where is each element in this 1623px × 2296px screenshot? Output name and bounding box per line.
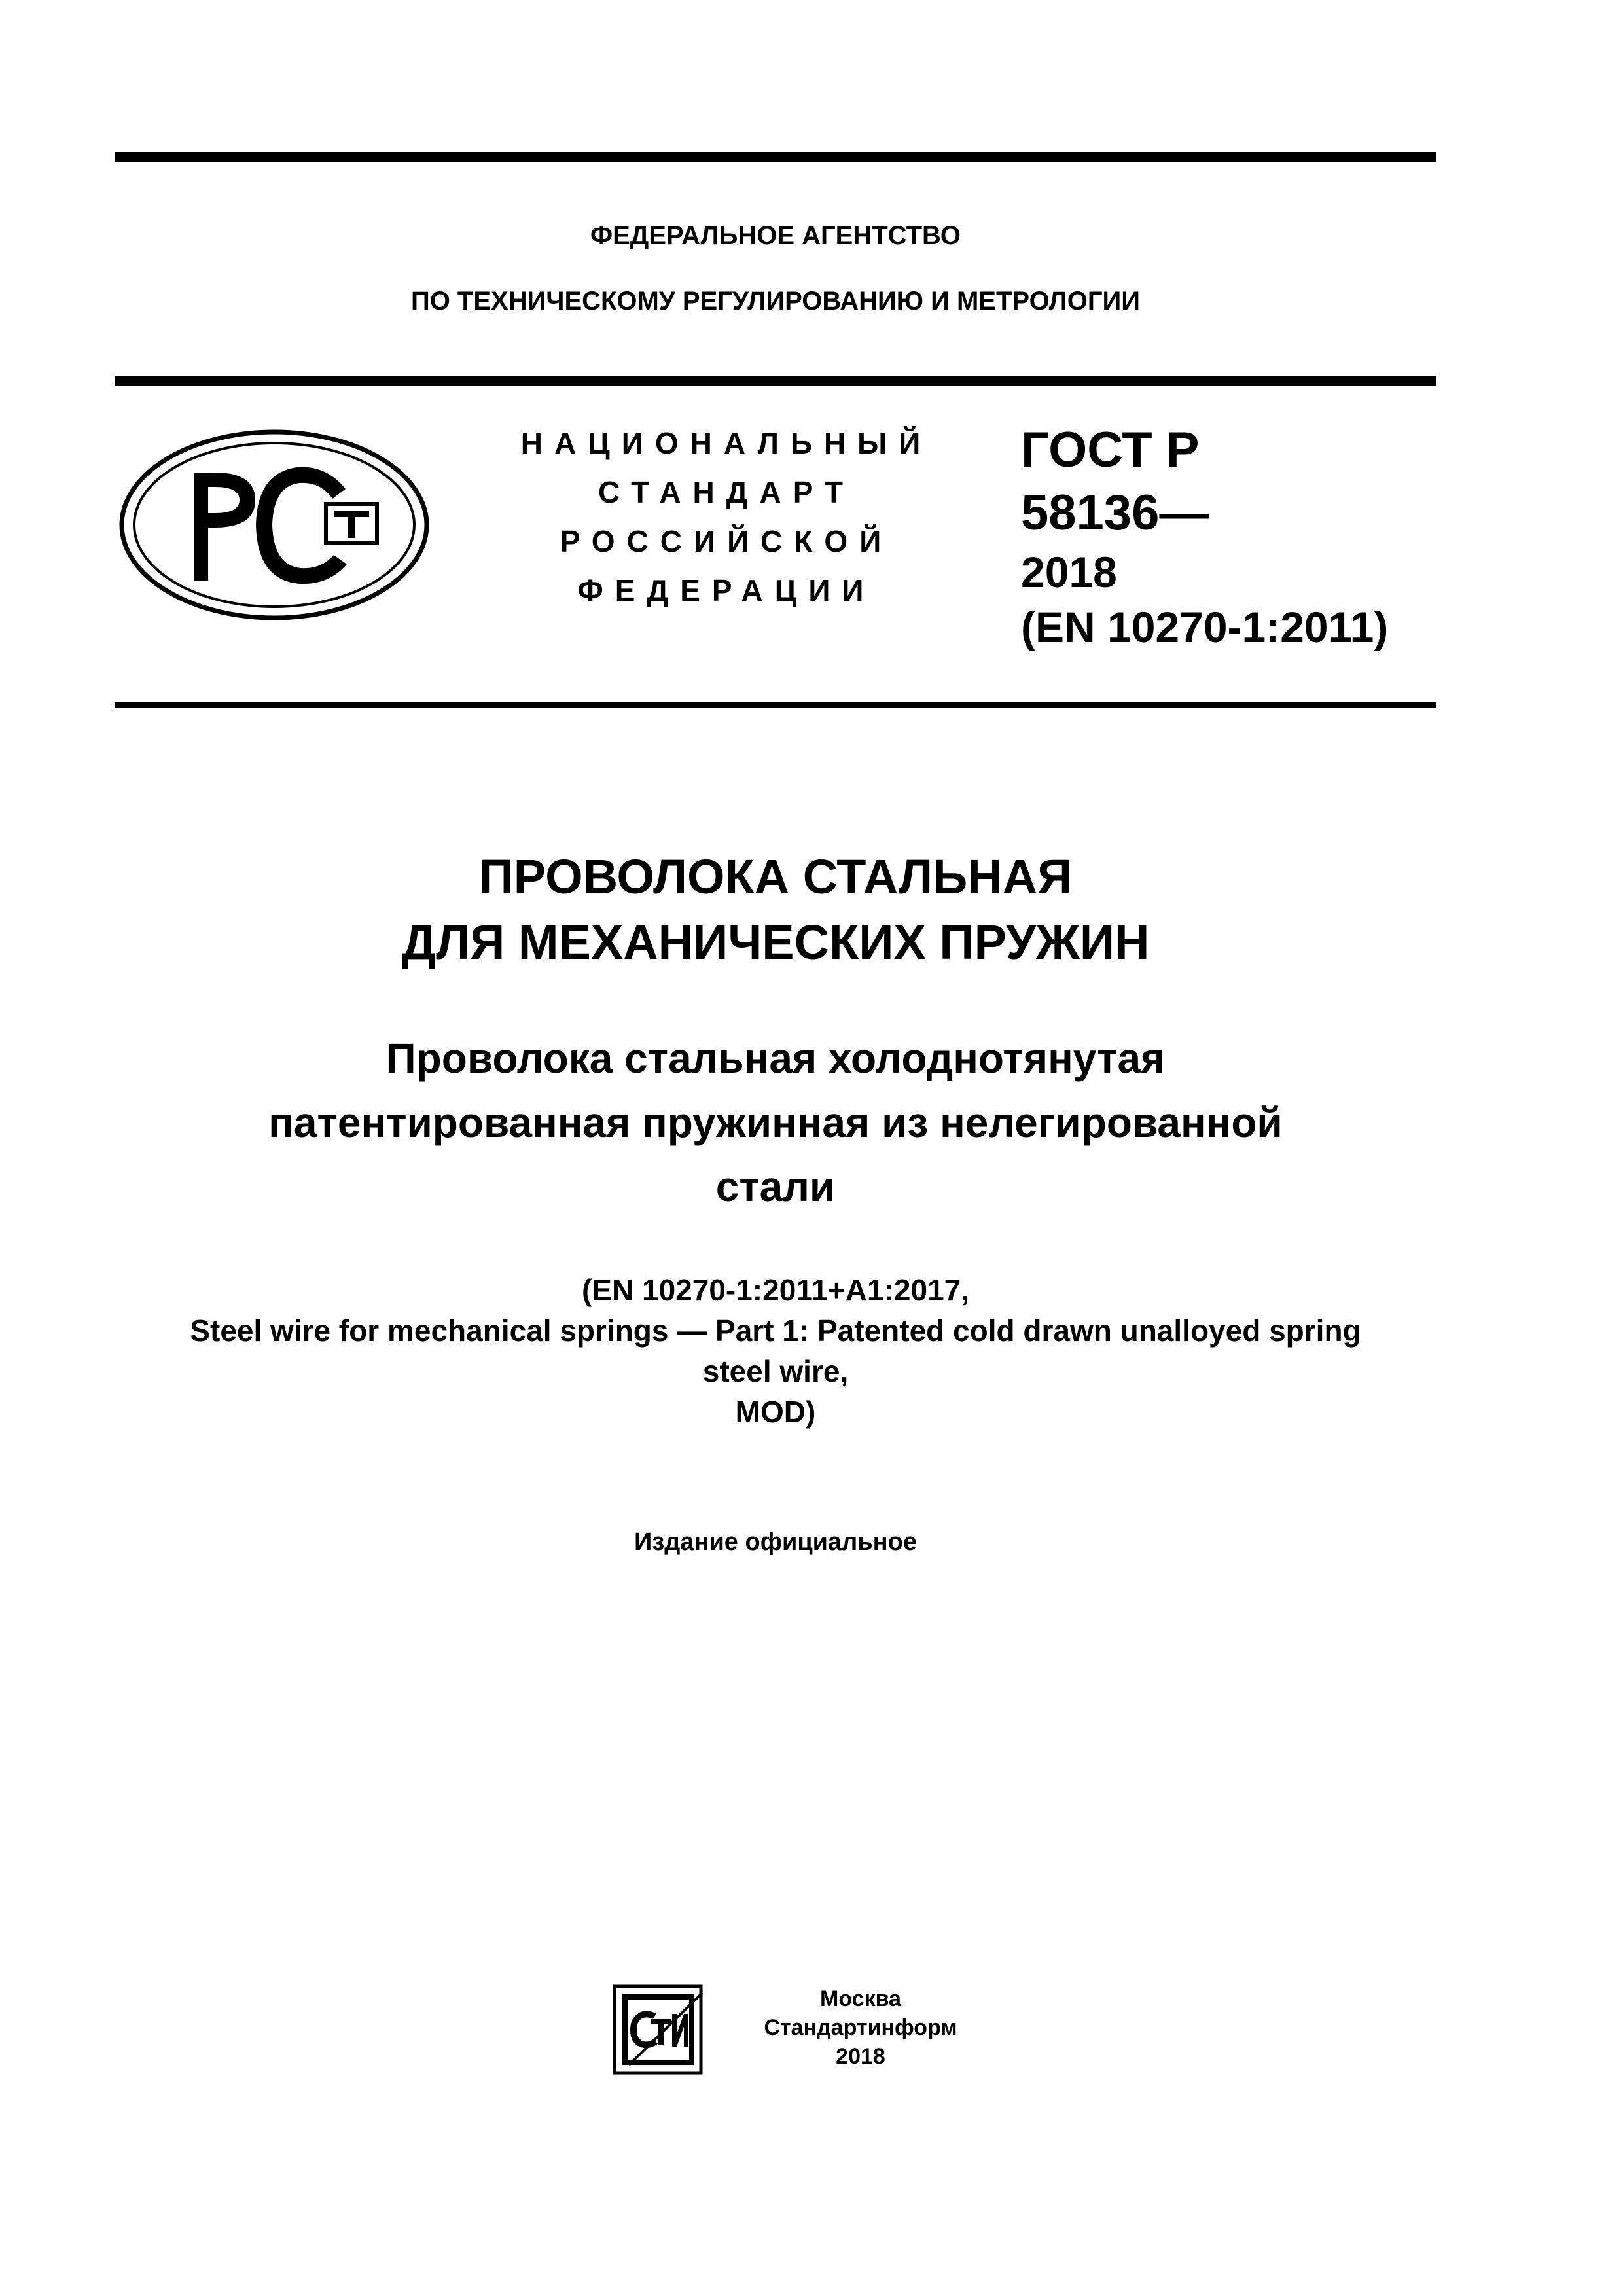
publisher-name: Стандартинформ bbox=[764, 2015, 957, 2040]
document-subtitle-line-3: стали bbox=[715, 1163, 836, 1210]
middle-rule bbox=[115, 376, 1436, 386]
en-standard-reference bbox=[0, 1270, 1551, 1432]
agency-name-line-2: ПО ТЕХНИЧЕСКОМУ РЕГУЛИРОВАНИЮ И МЕТРОЛОГИИ bbox=[410, 287, 1141, 315]
en-reference-line-1: (EN 10270-1:2011+A1:2017, bbox=[581, 1273, 970, 1307]
national-standard-label bbox=[504, 419, 949, 615]
lower-rule bbox=[115, 702, 1436, 708]
standard-designation bbox=[1021, 419, 1440, 655]
en-reference-line-2: Steel wire for mechanical springs — Part 1: Patented cold drawn unalloyed spring bbox=[190, 1314, 1361, 1348]
designation-en-reference: (EN 10270-1:2011) bbox=[1021, 603, 1389, 651]
publisher-city: Москва bbox=[820, 1986, 901, 2011]
document-subtitle bbox=[0, 1026, 1551, 1219]
agency-name-line-1: ФЕДЕРАЛЬНОЕ АГЕНТСТВО bbox=[590, 221, 961, 250]
designation-year: 2018 bbox=[1021, 548, 1117, 596]
designation-number: 58136— bbox=[1021, 485, 1209, 541]
standartinform-logo-icon bbox=[611, 1980, 709, 2078]
publisher-year: 2018 bbox=[836, 2044, 885, 2069]
publisher-info bbox=[730, 1984, 991, 2071]
national-standard-line-3: РОССИЙСКОЙ bbox=[560, 524, 893, 558]
document-subtitle-line-1: Проволока стальная холоднотянутая bbox=[385, 1035, 1166, 1082]
document-subtitle-line-2: патентированная пружинная из нелегированной bbox=[268, 1099, 1283, 1146]
en-reference-line-4: MOD) bbox=[735, 1395, 816, 1429]
document-title bbox=[0, 844, 1551, 975]
national-standard-line-1: НАЦИОНАЛЬНЫЙ bbox=[520, 426, 933, 460]
national-standard-line-2: СТАНДАРТ bbox=[598, 475, 855, 509]
gost-r-certification-icon bbox=[116, 427, 432, 623]
document-title-line-2: ДЛЯ МЕХАНИЧЕСКИХ ПРУЖИН bbox=[401, 915, 1150, 969]
edition-label: Издание официальное bbox=[634, 1528, 917, 1556]
en-reference-line-3: steel wire, bbox=[702, 1354, 849, 1388]
document-title-line-1: ПРОВОЛОКА СТАЛЬНАЯ bbox=[478, 850, 1073, 904]
designation-title: ГОСТ Р bbox=[1021, 422, 1200, 478]
national-standard-line-4: ФЕДЕРАЦИИ bbox=[577, 573, 876, 607]
top-rule bbox=[115, 152, 1436, 162]
